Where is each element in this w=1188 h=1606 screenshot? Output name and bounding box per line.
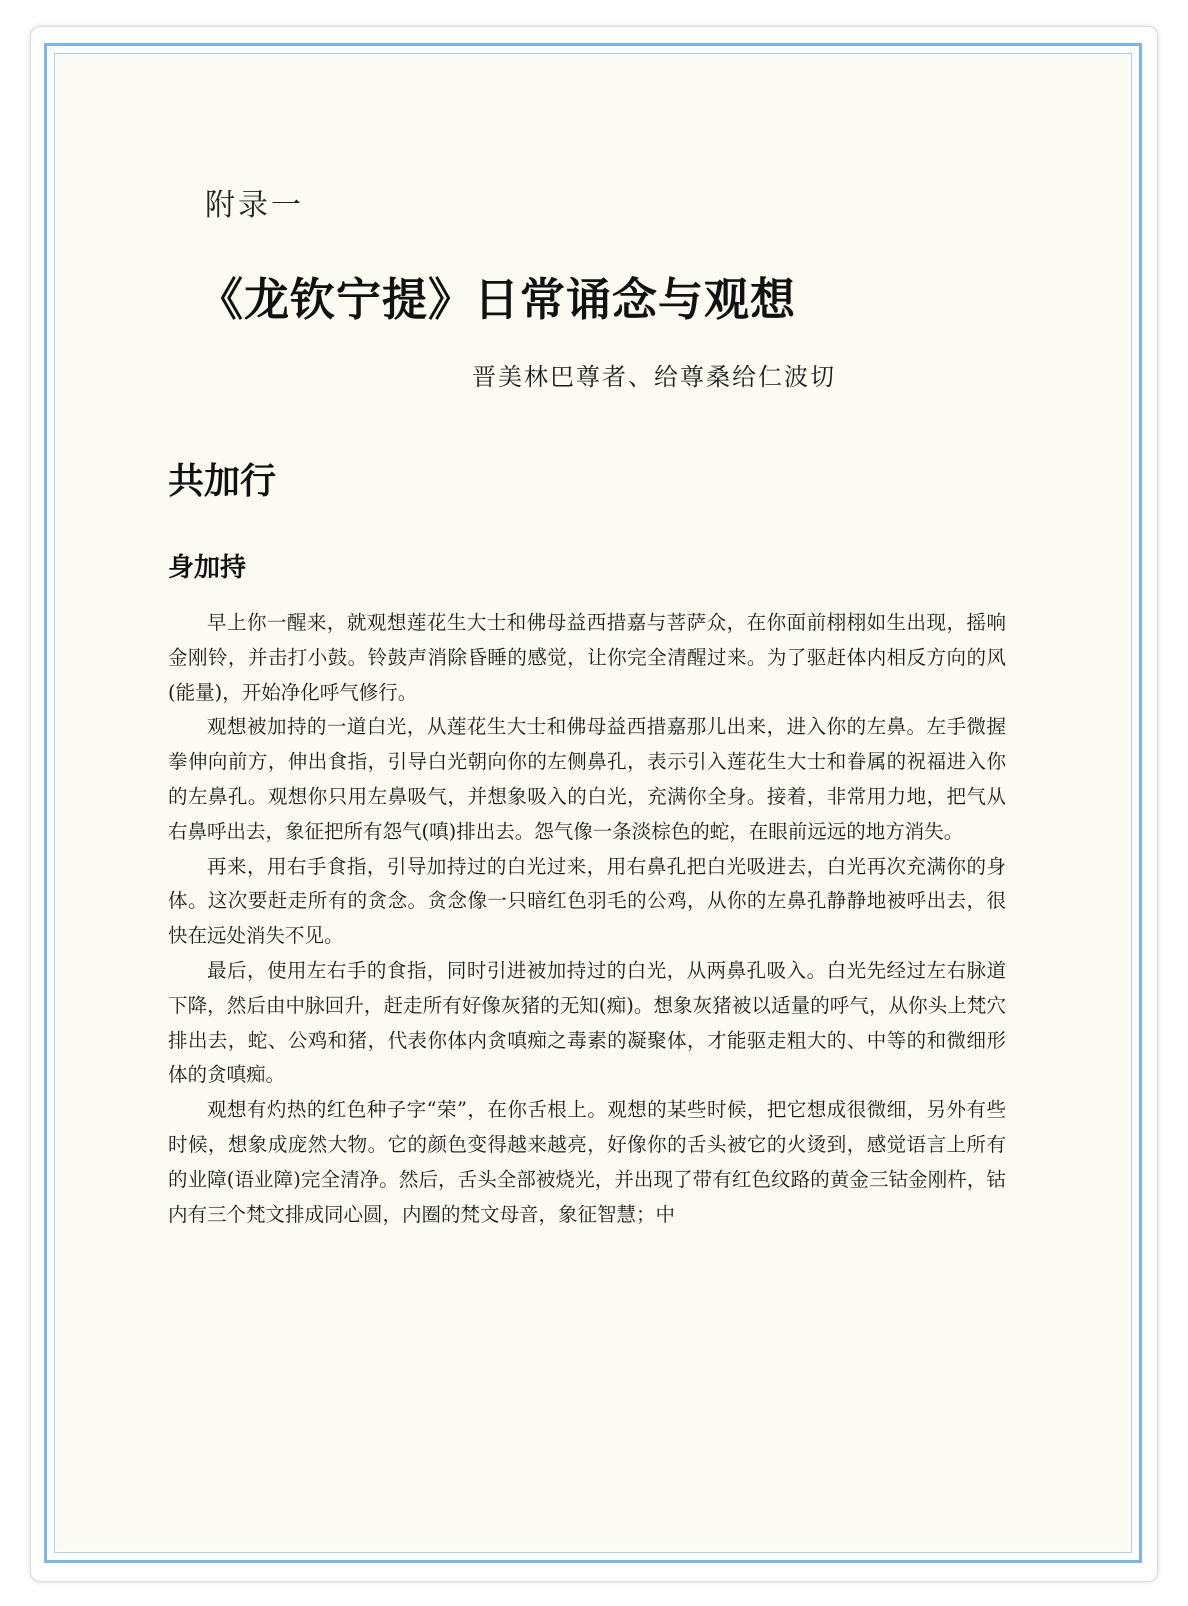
paragraph-1: 早上你一醒来，就观想莲花生大士和佛母益西措嘉与菩萨众，在你面前栩栩如生出现，摇响金刚铃，并击打小鼓。铃鼓声消除昏睡的感觉，让你完全清醒过来。为了驱赶体内相反方向的风(能量)，开始净化呼气修行。 [168,611,1006,704]
author-line: 晋美林巴尊者、给尊桑给仁波切 [472,363,836,391]
paragraph-4: 最后，使用左右手的食指，同时引进被加持过的白光，从两鼻孔吸入。白光先经过左右脉道下降，然后由中脉回升，赶走所有好像灰猪的无知(痴)。想象灰猪被以适量的呼气，从你头上梵穴排出去，蛇、公鸡和猪，代表你体内贪嗔痴之毒素的凝聚体，才能驱走粗大的、中等的和微细形体的贪嗔痴。 [168,958,1006,1087]
paragraph-3: 再来，用右手食指，引导加持过的白光过来，用右鼻孔把白光吸进去，白光再次充满你的身体。这次要赶走所有的贪念。贪念像一只暗红色羽毛的公鸡，从你的左鼻孔静静地被呼出去，很快在远处消失不见。 [168,854,1006,948]
paragraph-5: 观想有灼热的红色种子字“荣”，在你舌根上。观想的某些时候，把它想成很微细，另外有些时候，想象成庞然大物。它的颜色变得越来越亮，好像你的舌头被它的火烫到，感觉语言上所有的业障(语业障)完全清净。然后，舌头全部被烧光，并出现了带有红色纹路的黄金三钴金刚杵，钴内有三个梵文排成同心圆，内圈的梵文母音，象征智慧；中 [168,1098,1006,1226]
paragraph-2: 观想被加持的一道白光，从莲花生大士和佛母益西措嘉那儿出来，进入你的左鼻。左手微握拳伸向前方，伸出食指，引导白光朝向你的左侧鼻孔，表示引入莲花生大士和眷属的祝福进入你的左鼻孔。观想你只用左鼻吸气，并想象吸入的白光，充满你全身。接着，非常用力地，把气从右鼻呼出去，象征把所有怨气(嗔)排出去。怨气像一条淡棕色的蛇，在眼前远远的地方消失。 [168,715,1006,843]
subsection-heading: 身加持 [168,553,247,583]
appendix-label: 附录一 [205,188,304,223]
section-heading: 共加行 [168,460,277,502]
page-title: 《龙钦宁提》日常诵念与观想 [198,273,797,326]
document-page [56,55,1130,1551]
body-text [168,606,1006,1232]
